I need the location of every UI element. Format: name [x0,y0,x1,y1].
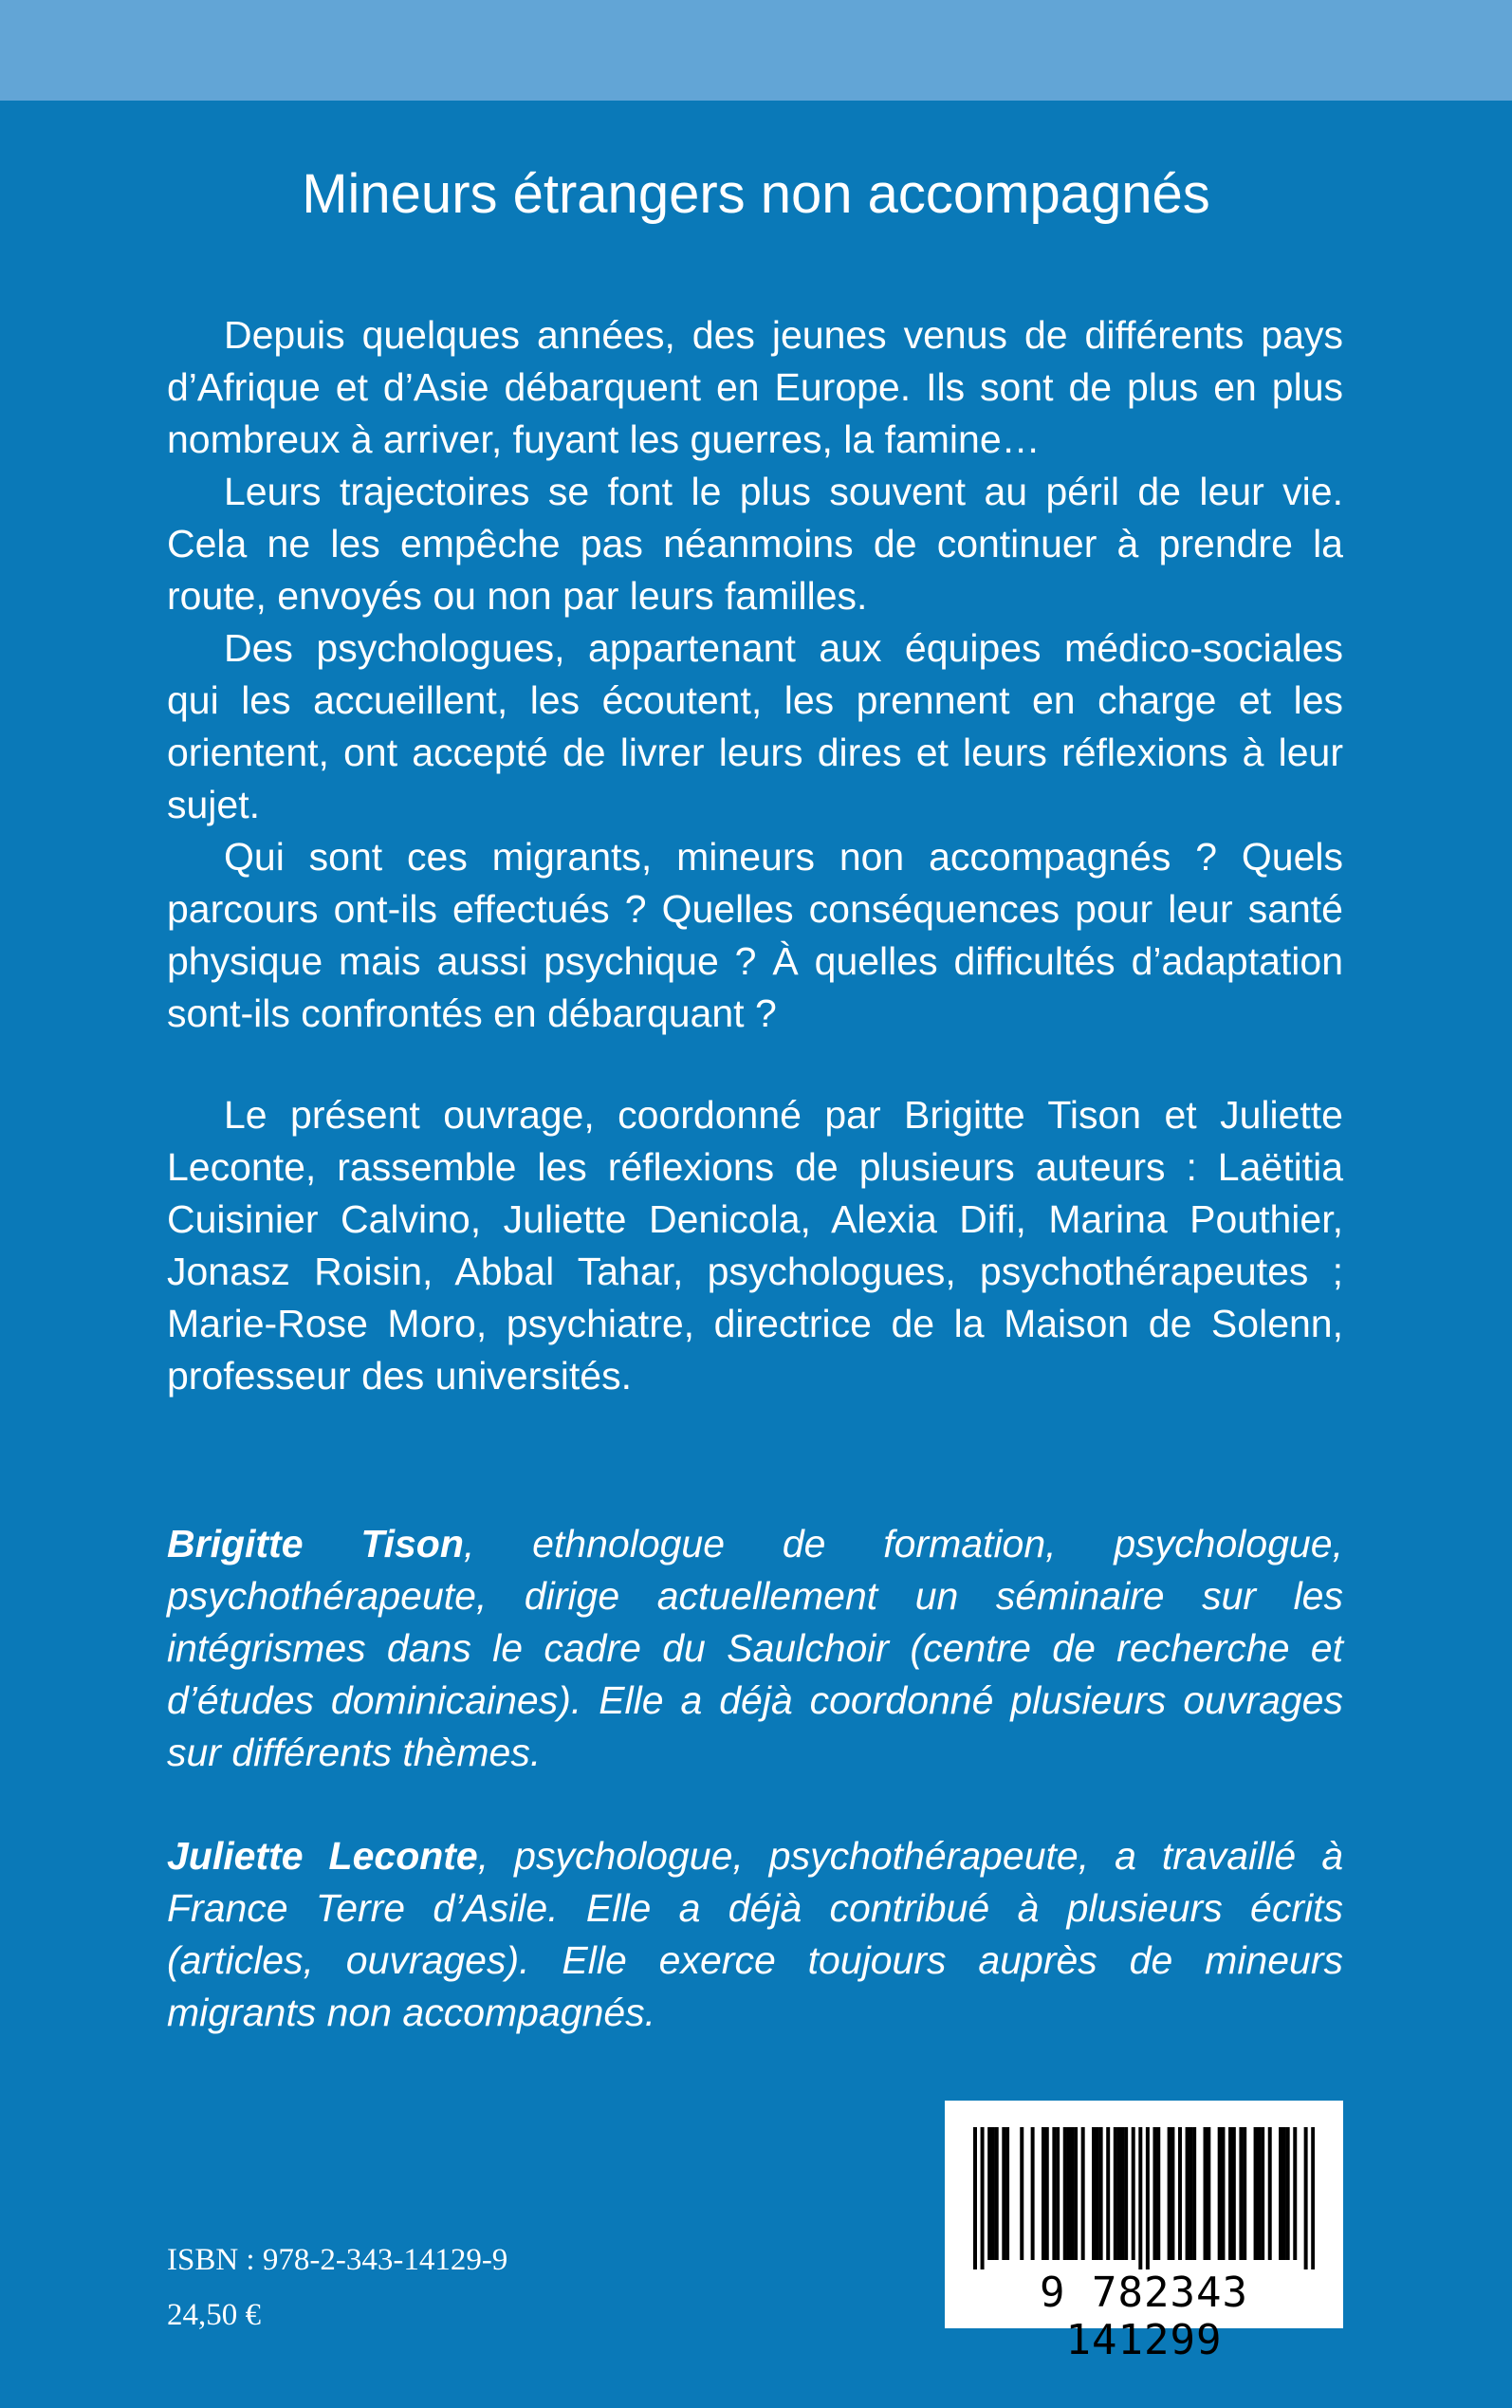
bio-block-2 [167,1830,1343,2039]
summary-paragraph-2: Leurs trajectoires se font le plus souvent au péril de leur vie. Cela ne les empêche pas néanmoins de continuer à prendre la route, envoyés ou non par leurs familles. [167,470,1343,618]
top-band [0,0,1512,101]
barcode-bar [1311,2127,1315,2269]
barcode-bar [1132,2127,1135,2260]
barcode-digits: 9 782343 141299 [1040,2269,1248,2364]
barcode-bar [1096,2127,1099,2260]
barcode-bar [1063,2127,1067,2260]
barcode-bar [1239,2127,1243,2260]
barcode-bar [1099,2127,1103,2260]
barcode-bar [1124,2127,1128,2260]
bio-block-1 [167,1518,1343,1779]
barcode-bar [981,2127,985,2269]
barcode-bar [1031,2127,1035,2260]
barcode-bar [1279,2127,1282,2260]
barcode-bar [1178,2127,1182,2260]
barcode-bar [1257,2127,1261,2260]
barcode-bars [973,2127,1315,2269]
barcode-bar [1156,2127,1160,2260]
summary-block [167,309,1343,1040]
barcode-bar [1042,2127,1045,2260]
barcode-bar [1056,2127,1060,2260]
barcode-bar [991,2127,995,2260]
barcode-bar [1152,2127,1156,2260]
contributors-paragraph: Le présent ouvrage, coordonné par Brigitte Tison et Juliette Leconte, rassemble les réflexions de plusieurs auteurs : Laëtitia Cuisinier Calvino, Juliette Denicola, Alexia Difi, Marina Pouthier, Jonasz Roisin, Abbal Tahar, psychologues, psychothérapeutes ; Marie-Rose Moro, psychiatre, directrice de la Maison de Solenn, professeur des universités. [167,1093,1343,1398]
contributors-block [167,1089,1343,1402]
barcode-bar [1221,2127,1225,2260]
barcode-bar [1171,2127,1174,2260]
barcode-bar [1189,2127,1192,2260]
barcode-bar [1070,2127,1074,2260]
barcode-bar [1261,2127,1264,2260]
isbn-text: ISBN : 978-2-343-14129-9 [167,2243,508,2277]
summary-paragraph-4: Qui sont ces migrants, mineurs non accompagnés ? Quels parcours ont-ils effectués ? Quelles conséquences pour leur santé physique mais aussi psychique ? À quelles difficultés d’adaptation sont-ils confrontés en débarquant ? [167,835,1343,1035]
bio-name-1: Brigitte Tison [167,1522,464,1565]
bio-name-2: Juliette Leconte [167,1834,478,1878]
barcode-bar [1117,2127,1121,2260]
barcode-bar [1218,2127,1222,2260]
book-title: Mineurs étrangers non accompagnés [302,163,1210,225]
barcode-bar [1002,2127,1005,2260]
barcode-bar [1186,2127,1189,2260]
barcode-bar [1120,2127,1124,2260]
barcode-bar [1074,2127,1078,2260]
barcode-bar [1052,2127,1056,2260]
barcode-bar [1114,2127,1117,2260]
bio-paragraph-2 [167,1830,1343,2039]
bio-text-2: , psychologue, psychothérapeute, a travaillé à France Terre d’Asile. Elle a déjà contribué à plusieurs écrits (articles, ouvrages). Elle exerce toujours auprès de mineurs migrants non accompagnés. [167,1834,1344,2034]
barcode-bar [1207,2127,1210,2260]
price-text: 24,50 € [167,2298,261,2332]
barcode-bar [1243,2127,1246,2260]
barcode [945,2101,1343,2364]
barcode-bar [1192,2127,1196,2260]
barcode-bar [1286,2127,1290,2260]
barcode-bar [1092,2127,1096,2260]
barcode-bar [987,2127,991,2260]
barcode-bar [1268,2127,1272,2260]
barcode-bar [1005,2127,1009,2260]
barcode-bar [1081,2127,1085,2260]
barcode-bar [1232,2127,1236,2260]
bio-paragraph-1 [167,1518,1343,1779]
barcode-bar [1204,2127,1208,2260]
barcode-bar [1254,2127,1258,2260]
summary-paragraph-3: Des psychologues, appartenant aux équipes médico-sociales qui les accueillent, les écoutent, les prennent en charge et les orientent, ont accepté de livrer leurs dires et leurs réflexions à leur sujet. [167,626,1343,826]
barcode-bar [973,2127,977,2269]
barcode-bar [1020,2127,1023,2260]
barcode-bar [1293,2127,1297,2260]
barcode-bar [1138,2127,1142,2269]
barcode-bar [1282,2127,1286,2260]
barcode-bar [1045,2127,1049,2260]
barcode-bar [1106,2127,1110,2260]
barcode-bar [995,2127,999,2260]
barcode-bar [1146,2127,1150,2269]
barcode-bar [1304,2127,1308,2269]
summary-paragraph-1: Depuis quelques années, des jeunes venus de différents pays d’Afrique et d’Asie débarquent en Europe. Ils sont de plus en plus nombreux à arriver, fuyant les guerres, la famine… [167,313,1343,461]
barcode-bar [1228,2127,1232,2260]
barcode-bar [1168,2127,1171,2260]
barcode-bar [1067,2127,1071,2260]
bio-text-1: , ethnologue de formation, psychologue, psychothérapeute, dirige actuellement un séminaire sur les intégrismes dans le cadre du Saulchoir (centre de recherche et d’études dominicaines). Elle a déjà coordonné plusieurs ouvrages sur différents thèmes. [167,1522,1343,1774]
